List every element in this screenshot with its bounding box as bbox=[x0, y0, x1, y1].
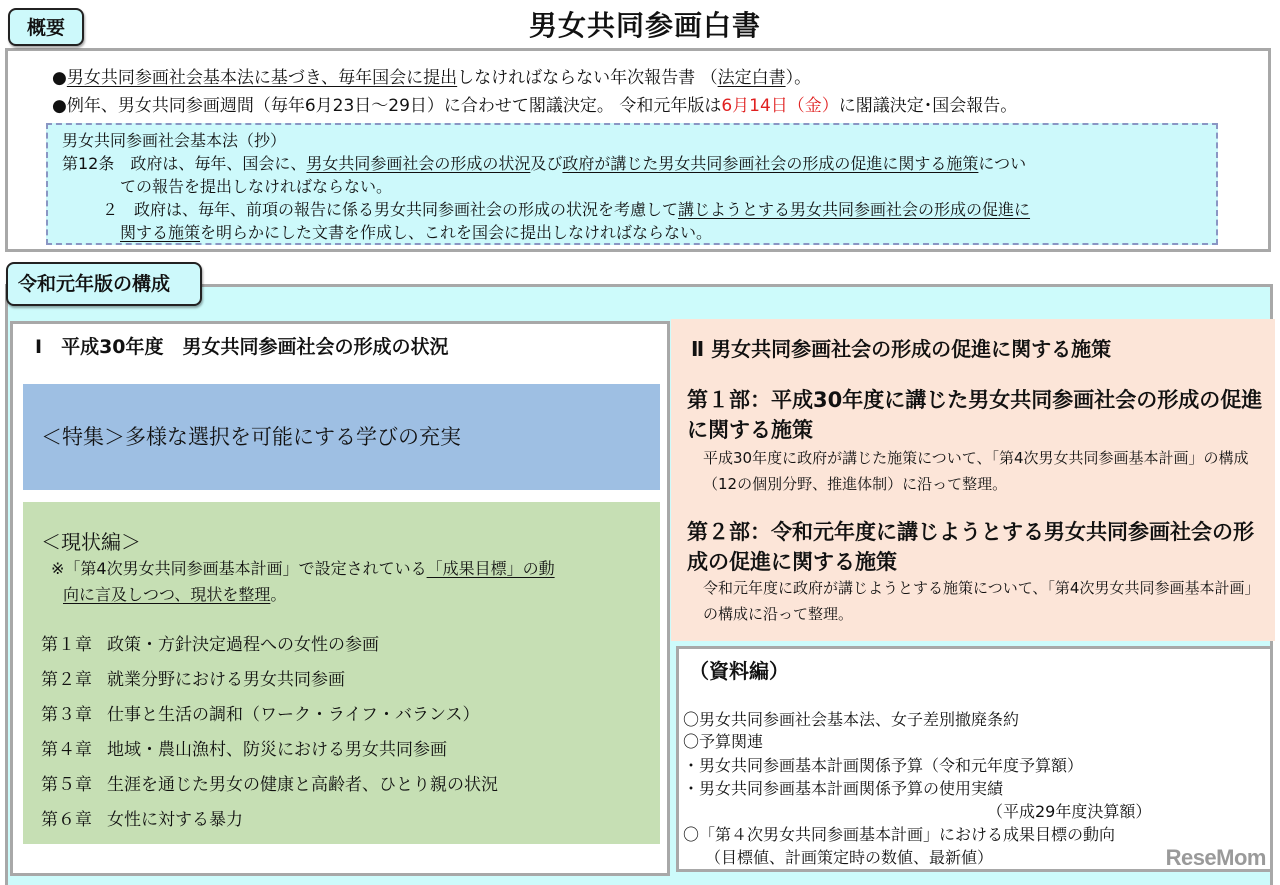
chapter-title: 地域・農山漁村、防災における男女共同参画 bbox=[107, 740, 447, 760]
chapter-number: 第５章 bbox=[41, 775, 92, 795]
schedule-text: 例年、男女共同参画週間（毎年6月23日～29日）に合わせて閣議決定。 令和元年版は bbox=[66, 96, 722, 116]
decision-date: 6月14日（金） bbox=[721, 96, 839, 116]
status-note bbox=[51, 556, 555, 608]
appendix-panel bbox=[676, 646, 1273, 872]
status-title: ＜現状編＞ bbox=[41, 530, 141, 554]
statutory-whitepaper-text: 法定白書 bbox=[717, 68, 786, 88]
bullet-icon: ● bbox=[52, 68, 67, 88]
article-12-underline-1: 男女共同参画社会の形成の状況 bbox=[306, 154, 531, 173]
resemom-watermark: ReseMom bbox=[1165, 845, 1266, 870]
law-title: 男女共同参画社会基本法（抄） bbox=[62, 131, 287, 150]
appendix-line-6: 〇「第４次男女共同参画基本計画」における成果目標の動向 bbox=[683, 825, 1116, 844]
article-12-2-line-1 bbox=[62, 198, 1202, 221]
overview-section bbox=[5, 48, 1271, 252]
overview-tab-label: 概要 bbox=[8, 8, 84, 46]
structure-tab-label: 令和元年版の構成 bbox=[6, 262, 202, 306]
appendix-line-5: （平成29年度決算額） bbox=[987, 802, 1152, 821]
note-underline-2: 向に言及しつつ、現状を整理 bbox=[63, 585, 271, 604]
chapter-5 bbox=[41, 770, 498, 795]
article-12-line-1 bbox=[62, 152, 1202, 175]
appendix-line-2: 〇予算関連 bbox=[683, 732, 764, 751]
article-12-end: につい bbox=[978, 154, 1027, 173]
part2-title: Ⅱ 男女共同参画社会の形成の促進に関する施策 bbox=[691, 337, 1112, 361]
section2-description: 令和元年度に政府が講じようとする施策について、「第4次男女共同参画基本計画」の構成に沿って整理。 bbox=[703, 579, 1260, 623]
section1-heading: 第１部：平成30年度に講じた男女共同参画社会の形成の促進に関する施策 bbox=[687, 388, 1263, 442]
chapter-number: 第４章 bbox=[41, 740, 92, 760]
appendix-line-3: ・男女共同参画基本計画関係予算（令和元年度予算額） bbox=[683, 756, 1084, 775]
article-12-prefix: 第12条 政府は、毎年、国会に、 bbox=[62, 154, 307, 173]
part1-panel bbox=[10, 321, 670, 876]
bullet-icon: ● bbox=[52, 96, 67, 116]
status-box bbox=[23, 502, 660, 844]
chapter-title: 政策・方針決定過程への女性の参画 bbox=[107, 635, 379, 655]
feature-box: ＜特集＞多様な選択を可能にする学びの充実 bbox=[23, 384, 660, 490]
part1-title: Ⅰ 平成30年度 男女共同参画社会の形成の状況 bbox=[35, 336, 449, 358]
line-end: に閣議決定･国会報告。 bbox=[838, 96, 1018, 116]
article-12-2-end: を明らかにした文書を作成し、これを国会に提出しなければならない。 bbox=[200, 223, 713, 242]
chapter-6 bbox=[41, 805, 243, 830]
article-12-2-underline-1: 講じようとする男女共同参画社会の形成の促進に bbox=[678, 200, 1031, 219]
overview-line-2 bbox=[52, 91, 1017, 116]
chapter-title: 就業分野における男女共同参画 bbox=[107, 670, 345, 690]
chapter-3 bbox=[41, 700, 479, 725]
law-excerpt-box bbox=[46, 123, 1218, 245]
part2-panel bbox=[671, 319, 1275, 641]
report-text: しなければならない年次報告書 （ bbox=[457, 68, 718, 88]
article-12-2-underline-2: 関する施策 bbox=[120, 223, 201, 242]
article-12-2-prefix: ２ 政府は、毎年、前項の報告に係る男女共同参画社会の形成の状況を考慮して bbox=[102, 200, 679, 219]
chapter-4 bbox=[41, 735, 447, 760]
chapter-title: 仕事と生活の調和（ワーク・ライフ・バランス） bbox=[107, 705, 480, 725]
note-prefix: ※「第4次男女共同参画基本計画」で設定されている bbox=[51, 559, 427, 578]
chapter-title: 生涯を通じた男女の健康と高齢者、ひとり親の状況 bbox=[107, 775, 498, 795]
chapter-number: 第１章 bbox=[41, 635, 92, 655]
statutory-basis-text: 男女共同参画社会基本法に基づき、毎年国会に提出 bbox=[66, 68, 458, 88]
page-title: 男女共同参画白書 bbox=[528, 9, 761, 42]
section1-description: 平成30年度に政府が講じた施策について、「第4次男女共同参画基本計画」の構成（12の個別分野、推進体制）に沿って整理。 bbox=[703, 449, 1249, 493]
chapter-1 bbox=[41, 630, 379, 655]
chapter-number: 第２章 bbox=[41, 670, 92, 690]
chapter-number: 第３章 bbox=[41, 705, 92, 725]
note-underline-1: 「成果目標」の動 bbox=[426, 559, 555, 578]
appendix-line-7: （目標値、計画策定時の数値、最新値） bbox=[705, 848, 994, 867]
overview-line-1 bbox=[52, 63, 811, 88]
article-12-underline-2: 政府が講じた男女共同参画社会の形成の促進に関する施策 bbox=[562, 154, 979, 173]
chapter-title: 女性に対する暴力 bbox=[107, 810, 243, 830]
chapter-2 bbox=[41, 665, 345, 690]
note-end: 。 bbox=[270, 585, 287, 604]
article-12-2-line-2 bbox=[62, 221, 1202, 244]
line-end: ）。 bbox=[785, 68, 812, 88]
appendix-line-1: 〇男女共同参画社会基本法、女子差別撤廃条約 bbox=[683, 710, 1020, 729]
chapter-number: 第６章 bbox=[41, 810, 92, 830]
appendix-line-4: ・男女共同参画基本計画関係予算の使用実績 bbox=[683, 779, 1004, 798]
appendix-title: （資料編） bbox=[689, 659, 789, 683]
article-12-line-2: ての報告を提出しなければならない。 bbox=[120, 177, 393, 196]
article-12-mid: 及び bbox=[530, 154, 563, 173]
section2-heading: 第２部：令和元年度に講じようとする男女共同参画社会の形成の促進に関する施策 bbox=[687, 520, 1254, 574]
